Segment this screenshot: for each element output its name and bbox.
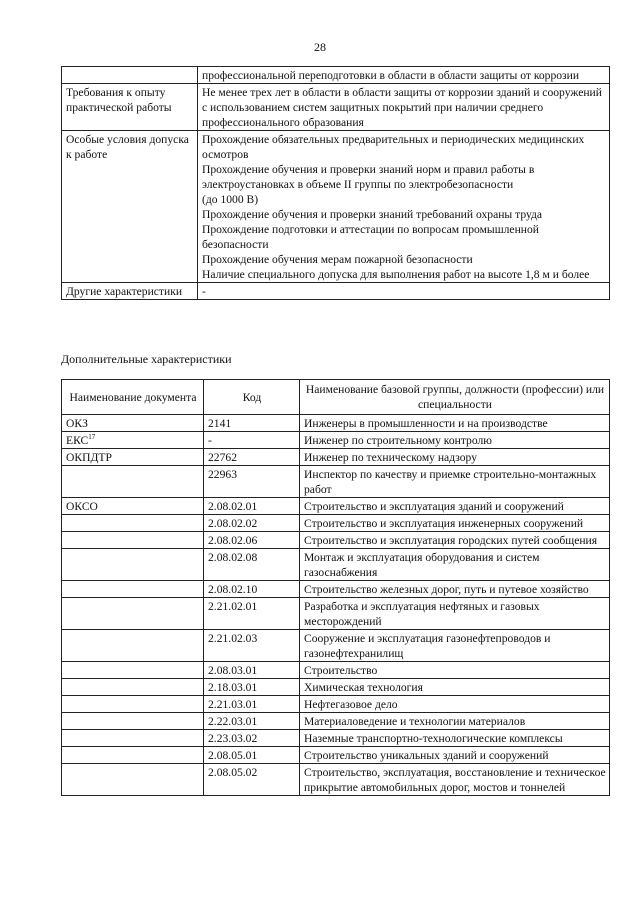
code-cell: 2.21.02.01 — [204, 598, 300, 630]
name-cell: Инженеры в промышленности и на производстве — [300, 415, 610, 432]
doc-cell — [62, 415, 204, 432]
code-cell: 2.08.05.02 — [204, 764, 300, 796]
name-cell: Материаловедение и технологии материалов — [300, 713, 610, 730]
name-cell: Наземные транспортно-технологические комплексы — [300, 730, 610, 747]
requirements-table — [61, 66, 610, 300]
requirement-label — [62, 67, 198, 84]
doc-cell — [62, 449, 204, 466]
name-cell: Инженер по строительному контролю — [300, 432, 610, 449]
name-cell: Разработка и эксплуатация нефтяных и газовых месторождений — [300, 598, 610, 630]
doc-name: ОКСО — [66, 500, 98, 513]
table-row — [62, 432, 610, 449]
footnote-ref: 17 — [88, 433, 96, 441]
table-row — [62, 498, 610, 515]
code-cell: 22762 — [204, 449, 300, 466]
doc-cell — [62, 630, 204, 662]
requirements-row — [62, 67, 610, 84]
table-row — [62, 679, 610, 696]
name-cell: Строительство железных дорог, путь и путевое хозяйство — [300, 581, 610, 598]
table-row — [62, 598, 610, 630]
requirement-line: Прохождение обучения и проверки знаний требований охраны труда — [202, 208, 543, 221]
code-cell: 2.08.03.01 — [204, 662, 300, 679]
doc-cell — [62, 581, 204, 598]
code-cell: 2.23.03.02 — [204, 730, 300, 747]
name-cell: Строительство уникальных зданий и сооружений — [300, 747, 610, 764]
requirement-label: Другие характеристики — [62, 283, 198, 300]
doc-cell — [62, 549, 204, 581]
name-cell: Сооружение и эксплуатация газонефтепроводов и газонефтехранилищ — [300, 630, 610, 662]
doc-cell — [62, 730, 204, 747]
code-cell: 2.22.03.01 — [204, 713, 300, 730]
requirement-line: Не менее трех лет в области в области защиты от коррозии зданий и сооружений с использованием систем защитных покрытий при наличии среднего профессионального образования — [202, 86, 602, 129]
table-row — [62, 696, 610, 713]
additional-characteristics-table — [61, 379, 610, 796]
requirements-row — [62, 84, 610, 131]
header-row — [62, 380, 610, 415]
code-cell: 22963 — [204, 466, 300, 498]
doc-name: ОКЗ — [66, 417, 88, 430]
requirement-line: Наличие специального допуска для выполнения работ на высоте 1,8 м и более — [202, 268, 590, 281]
doc-cell — [62, 466, 204, 498]
code-cell: 2.08.05.01 — [204, 747, 300, 764]
table-row — [62, 466, 610, 498]
table-row — [62, 747, 610, 764]
code-cell: 2.08.02.08 — [204, 549, 300, 581]
code-cell: 2.21.02.03 — [204, 630, 300, 662]
doc-name: ЕКС — [66, 434, 89, 447]
doc-cell — [62, 764, 204, 796]
doc-cell — [62, 432, 204, 449]
requirement-line: Прохождение обучения мерам пожарной безопасности — [202, 253, 473, 266]
header-doc: Наименование документа — [62, 380, 204, 415]
name-cell: Строительство — [300, 662, 610, 679]
code-cell: 2.21.03.01 — [204, 696, 300, 713]
header-name: Наименование базовой группы, должности (профессии) или специальности — [300, 380, 610, 415]
doc-cell — [62, 662, 204, 679]
code-cell: 2.08.02.01 — [204, 498, 300, 515]
name-cell: Монтаж и эксплуатация оборудования и систем газоснабжения — [300, 549, 610, 581]
name-cell: Строительство и эксплуатация инженерных сооружений — [300, 515, 610, 532]
requirement-line: Прохождение подготовки и аттестации по вопросам промышленной безопасности — [202, 223, 539, 251]
name-cell: Нефтегазовое дело — [300, 696, 610, 713]
name-cell: Строительство и эксплуатация городских путей сообщения — [300, 532, 610, 549]
name-cell: Строительство и эксплуатация зданий и сооружений — [300, 498, 610, 515]
code-cell: 2.08.02.02 — [204, 515, 300, 532]
requirements-row — [62, 131, 610, 283]
table-row — [62, 549, 610, 581]
table-row — [62, 532, 610, 549]
table-row — [62, 515, 610, 532]
code-cell: 2.18.03.01 — [204, 679, 300, 696]
doc-cell — [62, 679, 204, 696]
table-row — [62, 630, 610, 662]
requirement-label: Особые условия допуска к работе — [62, 131, 198, 283]
doc-cell — [62, 532, 204, 549]
table-row — [62, 581, 610, 598]
section-title: Дополнительные характеристики — [61, 352, 232, 366]
code-cell: 2.08.02.10 — [204, 581, 300, 598]
requirement-line: Прохождение обязательных предварительных и периодических медицинских осмотров — [202, 133, 585, 161]
name-cell: Строительство, эксплуатация, восстановление и техническое прикрытие автомобильных дорог, мостов и тоннелей — [300, 764, 610, 796]
name-cell: Инспектор по качеству и приемке строительно-монтажных работ — [300, 466, 610, 498]
code-cell: 2.08.02.06 — [204, 532, 300, 549]
name-cell: Инженер по техническому надзору — [300, 449, 610, 466]
doc-cell — [62, 696, 204, 713]
requirement-line: профессиональной переподготовки в области в области защиты от коррозии — [202, 69, 580, 82]
doc-cell — [62, 515, 204, 532]
table-row — [62, 662, 610, 679]
requirements-row — [62, 283, 610, 300]
page-number: 28 — [314, 40, 326, 54]
table-row — [62, 415, 610, 432]
requirement-value — [198, 67, 610, 84]
requirement-label: Требования к опыту практической работы — [62, 84, 198, 131]
table-row — [62, 713, 610, 730]
requirement-value — [198, 84, 610, 131]
code-cell: 2141 — [204, 415, 300, 432]
table-row — [62, 730, 610, 747]
doc-cell — [62, 598, 204, 630]
requirement-line: - — [202, 285, 206, 298]
requirement-value — [198, 283, 610, 300]
name-cell: Химическая технология — [300, 679, 610, 696]
doc-cell — [62, 747, 204, 764]
table-row — [62, 764, 610, 796]
doc-cell — [62, 713, 204, 730]
requirement-value — [198, 131, 610, 283]
doc-cell — [62, 498, 204, 515]
doc-name: ОКПДТР — [66, 451, 112, 464]
requirement-line: (до 1000 В) — [202, 193, 259, 206]
table-row — [62, 449, 610, 466]
requirement-line: Прохождение обучения и проверки знаний норм и правил работы в электроустановках в объеме II группы по электробезопасности — [202, 163, 535, 191]
code-cell: - — [204, 432, 300, 449]
header-code: Код — [204, 380, 300, 415]
